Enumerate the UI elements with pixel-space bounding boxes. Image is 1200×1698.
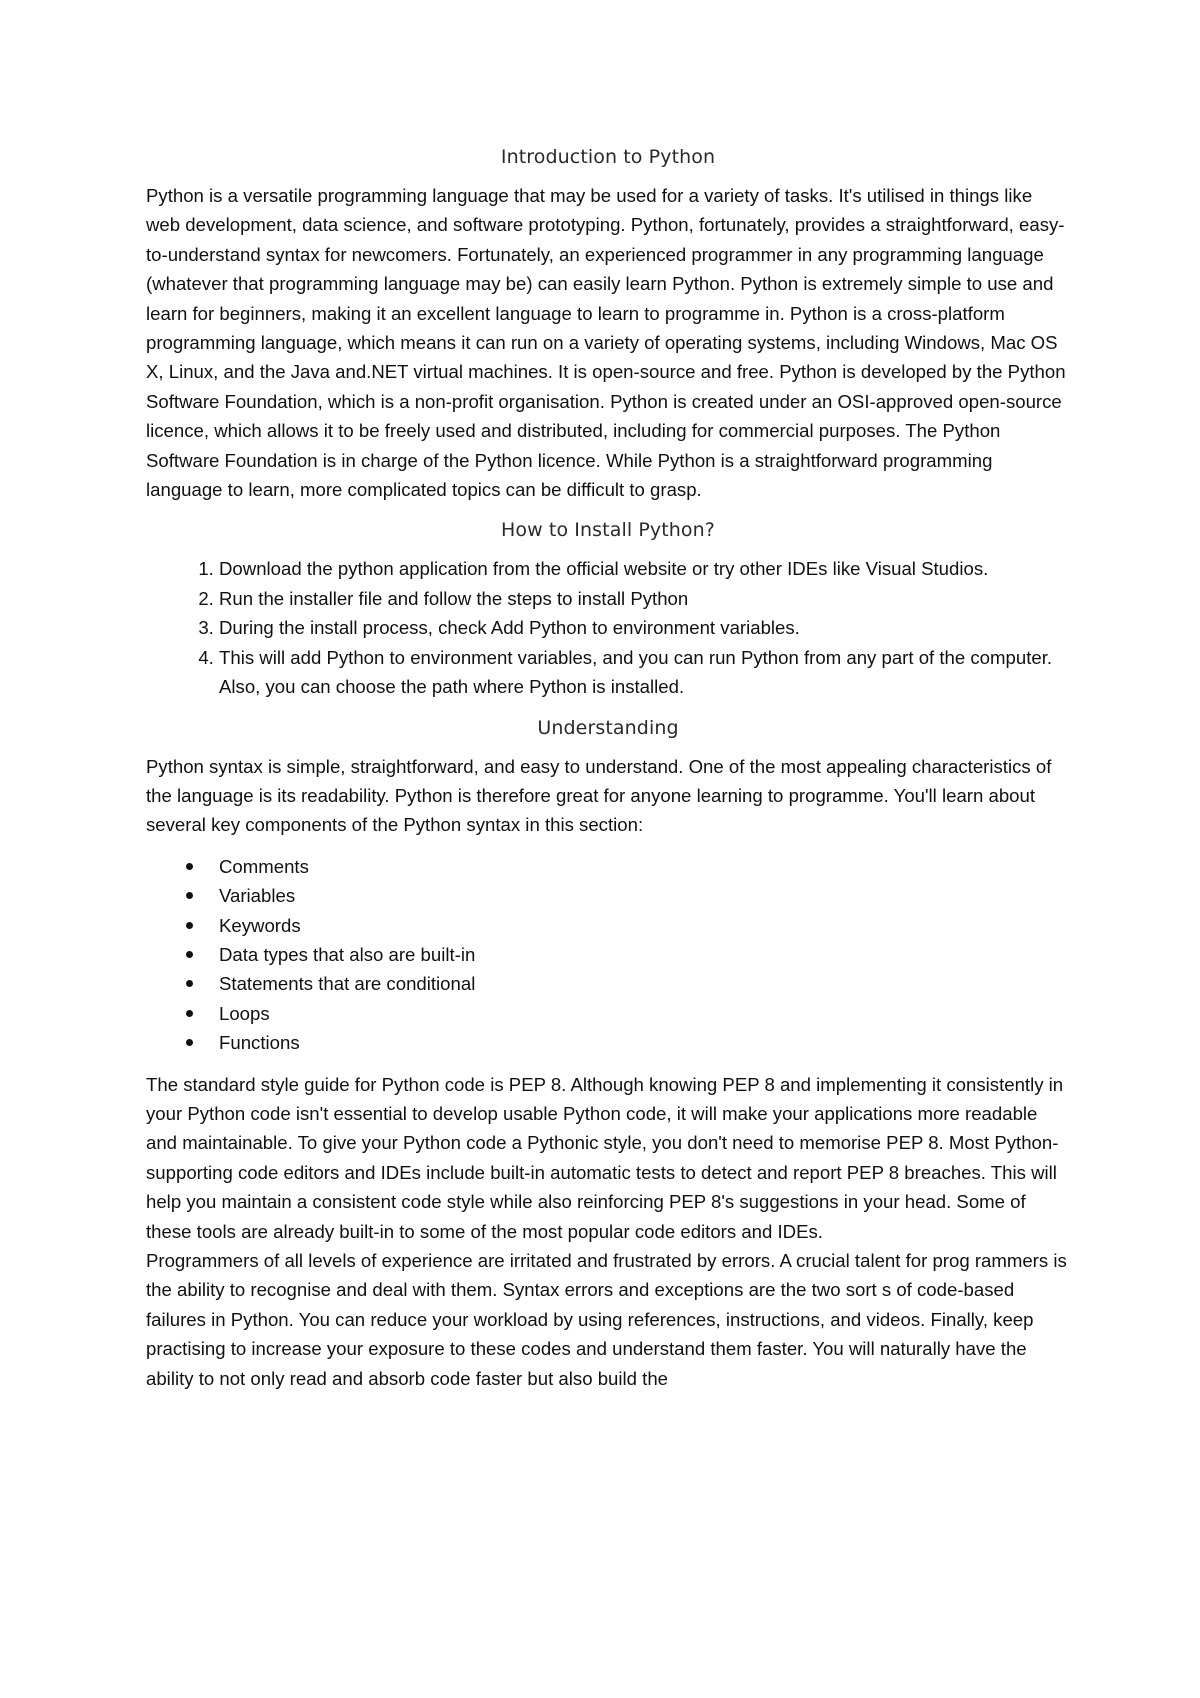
list-item [219,1028,1070,1057]
heading-understanding: Understanding [537,716,679,739]
heading-introduction: Introduction to Python [500,146,716,168]
paragraph-errors: Programmers of all levels of experience are irritated and frustrated by errors. A crucial talent for prog rammers is the ability to recognise and deal with them. Syntax errors and exceptions are the two sort s of code-based failures in Python. You can reduce your workload by using references, instructions, and videos. Finally, keep practising to increase your exposure to these codes and understand them faster. You will naturally have the ability to not only read and absorb code faster but also build the [146,1250,1067,1389]
bullet-icon [186,863,193,870]
list-item-label: Keywords [219,914,301,936]
list-item-label: Statements that are conditional [219,973,476,995]
install-step: 2. Run the installer file and follow the steps to install Python [219,584,1070,613]
list-item [219,999,1070,1028]
paragraph-pep8: The standard style guide for Python code is PEP 8. Although knowing PEP 8 and implementing it consistently in your Python code isn't essential to develop usable Python code, it will make your applications more readable and maintainable. To give your Python code a Pythonic style, you don't need to memorise PEP 8. Most Python-supporting code editors and IDEs include built-in automatic tests to detect and report PEP 8 breaches. This will help you maintain a consistent code style while also reinforcing PEP 8's suggestions in your head. Some of these tools are already built-in to some of the most popular code editors and IDEs. [146,1073,1064,1242]
list-item-label: Variables [219,885,296,907]
document-body [146,143,1070,1393]
list-item [219,940,1070,969]
list-item-label: Loops [219,1002,270,1024]
list-item-label: Comments [219,855,309,877]
list-item [219,969,1070,998]
list-item [219,852,1070,881]
list-item-label: Data types that also are built-in [219,943,476,965]
install-steps-list [146,554,1070,701]
bullet-icon [186,1010,193,1017]
syntax-components-list [146,852,1070,1058]
install-step: 1. Download the python application from the official website or try other IDEs like Visual Studios. [219,554,1070,583]
heading-install: How to Install Python? [501,519,715,542]
list-item [219,911,1070,940]
list-item [219,881,1070,910]
bullet-icon [186,922,193,929]
bullet-icon [186,980,193,987]
bullet-icon [186,1039,193,1046]
install-step: 3. During the install process, check Add Python to environment variables. [219,613,1070,642]
bullet-icon [186,892,193,899]
list-item-label: Functions [219,1032,300,1054]
paragraph-introduction: Python is a versatile programming language that may be used for a variety of tasks. It's utilised in things like web development, data science, and software prototyping. Python, fortunately, provides a straightforward, easy-to-understand syntax for newcomers. Fortunately, an experienced programmer in any programming language (whatever that programming language may be) can easily learn Python. Python is extremely simple to use and learn for beginners, making it an excellent language to learn to programme in. Python is a cross-platform programming language, which means it can run on a variety of operating systems, including Windows, Mac OS X, Linux, and the Java and.NET virtual machines. It is open-source and free. Python is developed by the Python Software Foundation, which is a non-profit organisation. Python is created under an OSI-approved open-source licence, which allows it to be freely used and distributed, including for commercial purposes. The Python Software Foundation is in charge of the Python licence. While Python is a straightforward programming language to learn, more complicated topics can be difficult to grasp. [146,185,1066,501]
paragraph-understanding-intro: Python syntax is simple, straightforward, and easy to understand. One of the most appealing characteristics of the language is its readability. Python is therefore great for anyone learning to programme. You'll learn about several key components of the Python syntax in this section: [146,755,1052,836]
install-step: 4. This will add Python to environment variables, and you can run Python from any part of the computer. Also, you can choose the path where Python is installed. [219,643,1070,702]
bullet-icon [186,951,193,958]
